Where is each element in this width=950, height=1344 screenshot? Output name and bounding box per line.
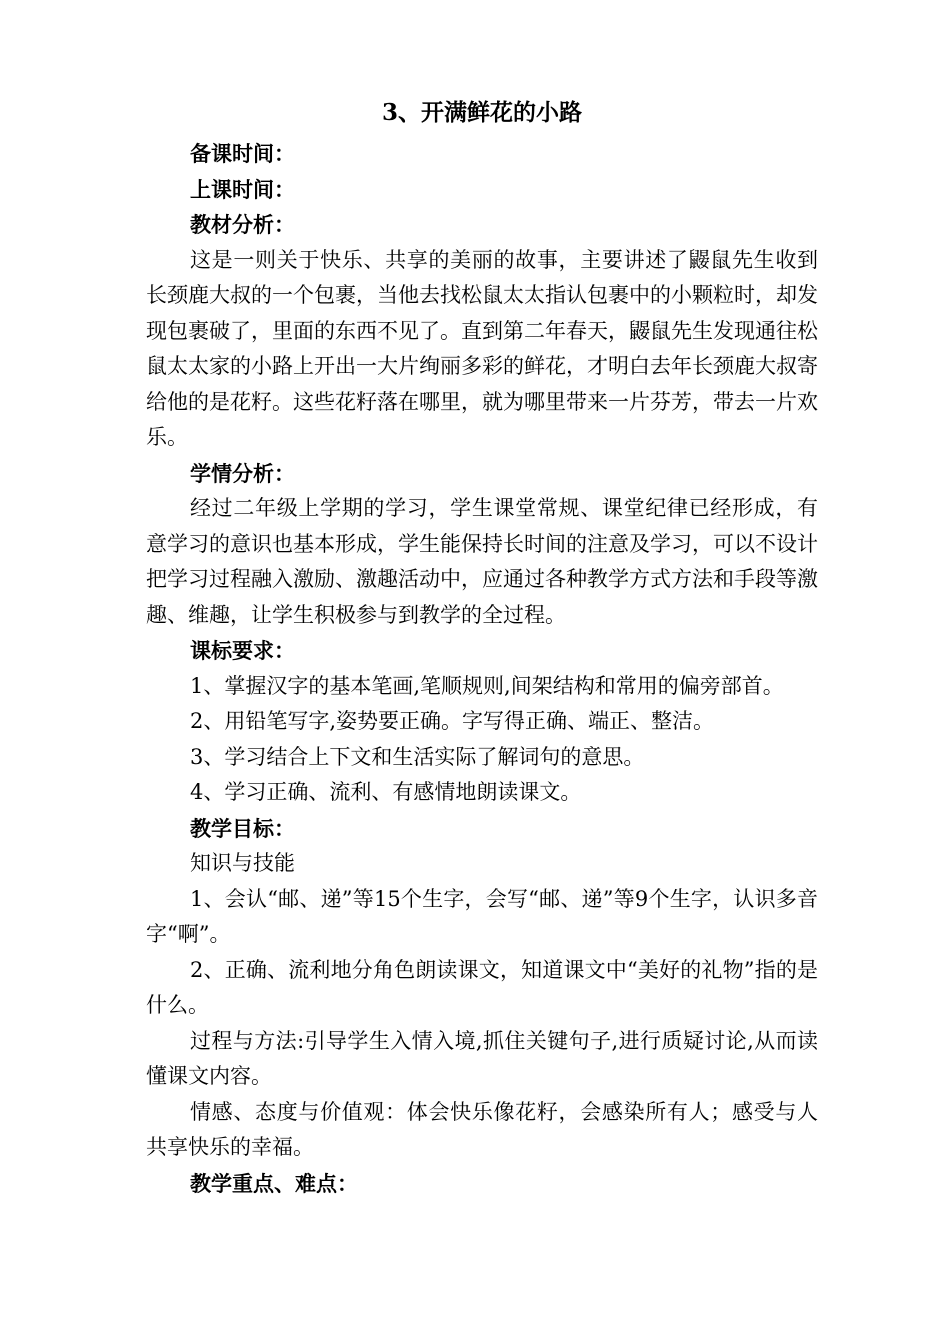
material-analysis-text: 这是一则关于快乐、共享的美丽的故事，主要讲述了鼹鼠先生收到长颈鹿大叔的一个包裹，当他去找松鼠太太指认包裹中的小颗粒时，却发现包裹破了，里面的东西不见了。直到第二年春天，鼹鼠先生发现通往松鼠太太家的小路上开出一大片绚丽多彩的鲜花，才明白去年长颈鹿大叔寄给他的是花籽。这些花籽落在哪里，就为哪里带来一片芬芳，带去一片欢乐。	[146, 247, 818, 449]
goal-emotion: 情感、态度与价值观：体会快乐像花籽，会感染所有人；感受与人共享快乐的幸福。	[146, 1099, 818, 1159]
curriculum-item: 2、用铅笔写字,姿势要正确。字写得正确、端正、整洁。	[190, 709, 715, 733]
curriculum-item: 4、学习正确、流利、有感情地朗读课文。	[190, 780, 582, 804]
goals-heading: 教学目标：	[190, 815, 295, 841]
lesson-title: 3、开满鲜花的小路	[381, 99, 582, 126]
key-points-heading: 教学重点、难点：	[190, 1170, 358, 1196]
curriculum-item: 1、掌握汉字的基本笔画,笔顺规则,间架结构和常用的偏旁部首。	[190, 673, 784, 698]
prep-time-label: 备课时间：	[190, 141, 295, 166]
goal-process: 过程与方法:引导学生入情入境,抓住关键句子,进行质疑讨论,从而读懂课文内容。	[146, 1028, 818, 1088]
material-analysis-heading: 教材分析：	[190, 212, 295, 237]
goal-item: 2、正确、流利地分角色朗读课文，知道课文中“美好的礼物”指的是什么。	[146, 957, 818, 1017]
lesson-plan-page	[146, 96, 818, 1201]
student-analysis-text: 经过二年级上学期的学习，学生课堂常规、课堂纪律已经形成，有意学习的意识也基本形成，学生能保持长时间的注意及学习，可以不设计把学习过程融入激励、激趣活动中，应通过各种教学方式方法和手段等激趣、维趣，让学生积极参与到教学的全过程。	[146, 496, 818, 627]
class-time-label: 上课时间：	[190, 176, 295, 202]
curriculum-heading: 课标要求：	[190, 638, 295, 663]
goal-item: 1、会认“邮、递”等15个生字，会写“邮、递”等9个生字，认识多音字“啊”。	[146, 886, 818, 946]
curriculum-item: 3、学习结合上下文和生活实际了解词句的意思。	[190, 744, 645, 769]
student-analysis-heading: 学情分析：	[190, 460, 295, 486]
goals-subheading: 知识与技能	[190, 851, 295, 875]
